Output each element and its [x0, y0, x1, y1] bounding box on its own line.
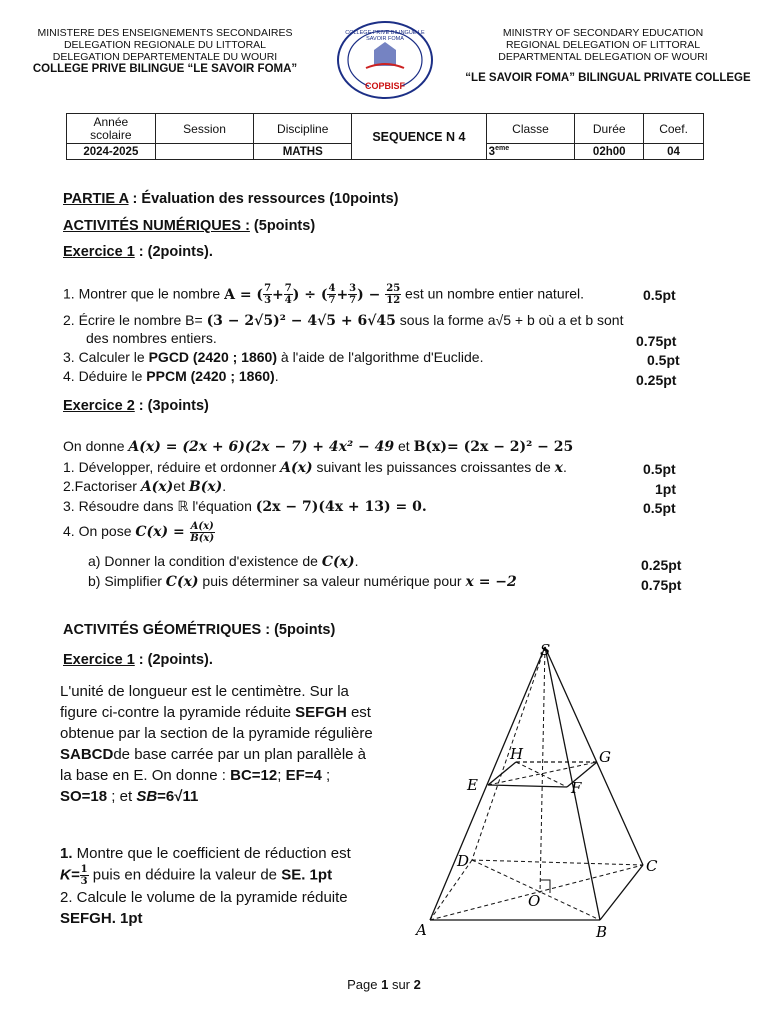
geometry-question-2: 2. Calcule le volume de la pyramide réduite: [60, 889, 348, 906]
geometry-question-1: 1. Montre que le coefficient de réduction est: [60, 845, 351, 862]
partie-a-heading: PARTIE A : Évaluation des ressources (10points): [63, 191, 399, 207]
header-right-line-3: DEPARTMENTAL DELEGATION OF WOURI: [498, 51, 708, 63]
geometry-activities-heading: ACTIVITÉS GÉOMÉTRIQUES : (5points): [63, 622, 336, 638]
logo-ring-text: COLLEGE PRIVE BILINGUE LE SAVOIR FOMA: [345, 30, 425, 42]
edge-ef: [488, 785, 567, 787]
cell-sequence: SEQUENCE N 4: [352, 114, 487, 160]
ex1-q2-points: 0.75pt: [636, 333, 677, 349]
geometry-statement: L'unité de longueur est le centimètre. Sur la figure ci-contre la pyramide réduite SEFGH est obtenue par la section de la pyramide régulière SABCDde base carrée par un plan parallèle à la base en E. On donne : BC=12; EF=4 ; SO=18 ; et SB=6√11: [60, 683, 373, 805]
header-left-line-1: MINISTERE DES ENSEIGNEMENTS SECONDAIRES: [37, 27, 293, 39]
exercise-1-heading: Exercice 1 : (2points).: [63, 244, 213, 260]
ex2-q1-points: 0.5pt: [643, 461, 676, 477]
ex2-q4-fraction: $\frac{A(x)}{B(x)}$: [190, 521, 215, 544]
ex2-question-1: 1. Développer, réduire et ordonner A(x) suivant les puissances croissantes de x.: [63, 459, 567, 476]
header-right-school: “LE SAVOIR FOMA” BILINGUAL PRIVATE COLLEGE: [465, 72, 751, 84]
diag-db: [472, 860, 600, 920]
logo-text: COPBISF: [364, 81, 405, 91]
edge-dc: [472, 860, 643, 865]
ex2-q4a-points: 0.25pt: [641, 557, 682, 573]
label-o: O: [528, 892, 541, 910]
header-right-line-2: REGIONAL DELEGATION OF LITTORAL: [505, 39, 701, 51]
label-f: F: [571, 779, 582, 797]
cell-session-value: [155, 144, 254, 160]
ex1-q3-points: 0.5pt: [647, 352, 680, 368]
edge-so: [540, 647, 545, 893]
ex1-question-4: 4. Déduire le PPCM (2420 ; 1860).: [63, 368, 279, 384]
numeric-activities-heading: ACTIVITÉS NUMÉRIQUES : (5points): [63, 218, 316, 234]
label-s: S: [540, 641, 551, 659]
ex1-q1-points: 0.5pt: [643, 287, 676, 303]
label-c: C: [646, 857, 658, 875]
pyramid-figure: [400, 635, 690, 945]
ex2-question-2: 2.Factoriser A(x)et B(x).: [63, 478, 227, 495]
label-e: E: [467, 776, 478, 794]
ex1-question-2-cont: des nombres entiers.: [86, 330, 217, 346]
cell-discipline-label: Discipline: [254, 114, 352, 144]
page-footer: Page 1 sur 2: [347, 977, 421, 992]
edge-sa: [430, 647, 545, 920]
label-b: B: [596, 923, 608, 941]
ex1-question-2: 2. Écrire le nombre B= (3 − 2√5)² − 4√5 + 6√45 sous la forme a√5 + b où a et b sont: [63, 312, 624, 329]
label-d: D: [457, 852, 470, 870]
ex2-q2-points: 1pt: [655, 481, 676, 497]
header-left-line-2: DELEGATION REGIONALE DU LITTORAL: [63, 39, 267, 51]
ex2-question-4b: b) Simplifier C(x) puis déterminer sa valeur numérique pour x = −2: [88, 573, 517, 590]
header-left: [20, 27, 310, 75]
cell-coef-value: 04: [644, 144, 704, 160]
ex1-q4-points: 0.25pt: [636, 372, 677, 388]
exercise-2-heading: Exercice 2 : (3points): [63, 398, 209, 414]
ex1-q1-expression: A = ( $\frac{7}{3}$ + $\frac{7}{4}$ ) ÷ ( $\frac{4}{7}$ + $\frac{3}{7}$ ) − $\frac{25}{12}$: [224, 283, 401, 306]
ex2-q3-points: 0.5pt: [643, 500, 676, 516]
cell-classe-value: 3eme: [486, 144, 575, 160]
header-right-line-1: MINISTRY OF SECONDARY EDUCATION: [502, 27, 704, 39]
cell-annee-label: Année scolaire: [67, 114, 156, 144]
cell-annee-value: 2024-2025: [67, 144, 156, 160]
header-right: [458, 27, 748, 63]
ex2-given: On donne A(x) = (2x + 6)(2x − 7) + 4x² − 49 et B(x)= (2x − 2)² − 25: [63, 438, 574, 455]
geometry-exercise-1-heading: Exercice 1 : (2points).: [63, 652, 213, 668]
exam-info-table: [66, 113, 704, 160]
ex1-question-3: 3. Calculer le PGCD (2420 ; 1860) à l'aide de l'algorithme d'Euclide.: [63, 349, 484, 365]
label-g: G: [599, 748, 611, 766]
cell-duree-value: 02h00: [575, 144, 644, 160]
header-left-line-3: DELEGATION DEPARTEMENTALE DU WOURI: [52, 51, 278, 63]
cell-coef-label: Coef.: [644, 114, 704, 144]
label-h: H: [510, 745, 524, 763]
ex2-question-3: 3. Résoudre dans ℝ l'équation (2x − 7)(4x + 13) = 0.: [63, 498, 427, 515]
edge-bc: [600, 865, 643, 920]
cell-classe-label: Classe: [486, 114, 575, 144]
diag-hf: [516, 762, 567, 787]
ex2-question-4: 4. On pose C(x) = $\frac{A(x)}{B(x)}$: [63, 521, 215, 544]
ex2-question-4a: a) Donner la condition d'existence de C(x).: [88, 553, 359, 570]
header-left-school: COLLEGE PRIVE BILINGUE “LE SAVOIR FOMA”: [32, 63, 298, 75]
ex1-question-1: 1. Montrer que le nombre A = ( $\frac{7}{3}$ + $\frac{7}{4}$ ) ÷ ( $\frac{4}{7}$ + $\frac{3}{7}$ ) − $\frac{25}{12}$ est un nombre entier naturel.: [63, 283, 585, 306]
label-a: A: [416, 921, 427, 939]
edge-sd: [472, 647, 545, 860]
cell-session-label: Session: [155, 114, 254, 144]
school-logo: [336, 20, 434, 100]
geometry-questions: 1. Montre que le coefficient de réduction est K= $\frac{1}{3}$ puis en déduire la valeur de SE. 1pt 2. Calcule le volume de la pyramide réduite SEFGH. 1pt: [60, 843, 430, 929]
edge-sc: [545, 647, 643, 865]
cell-duree-label: Durée: [575, 114, 644, 144]
ex2-q4b-points: 0.75pt: [641, 577, 682, 593]
cell-discipline-value: MATHS: [254, 144, 352, 160]
